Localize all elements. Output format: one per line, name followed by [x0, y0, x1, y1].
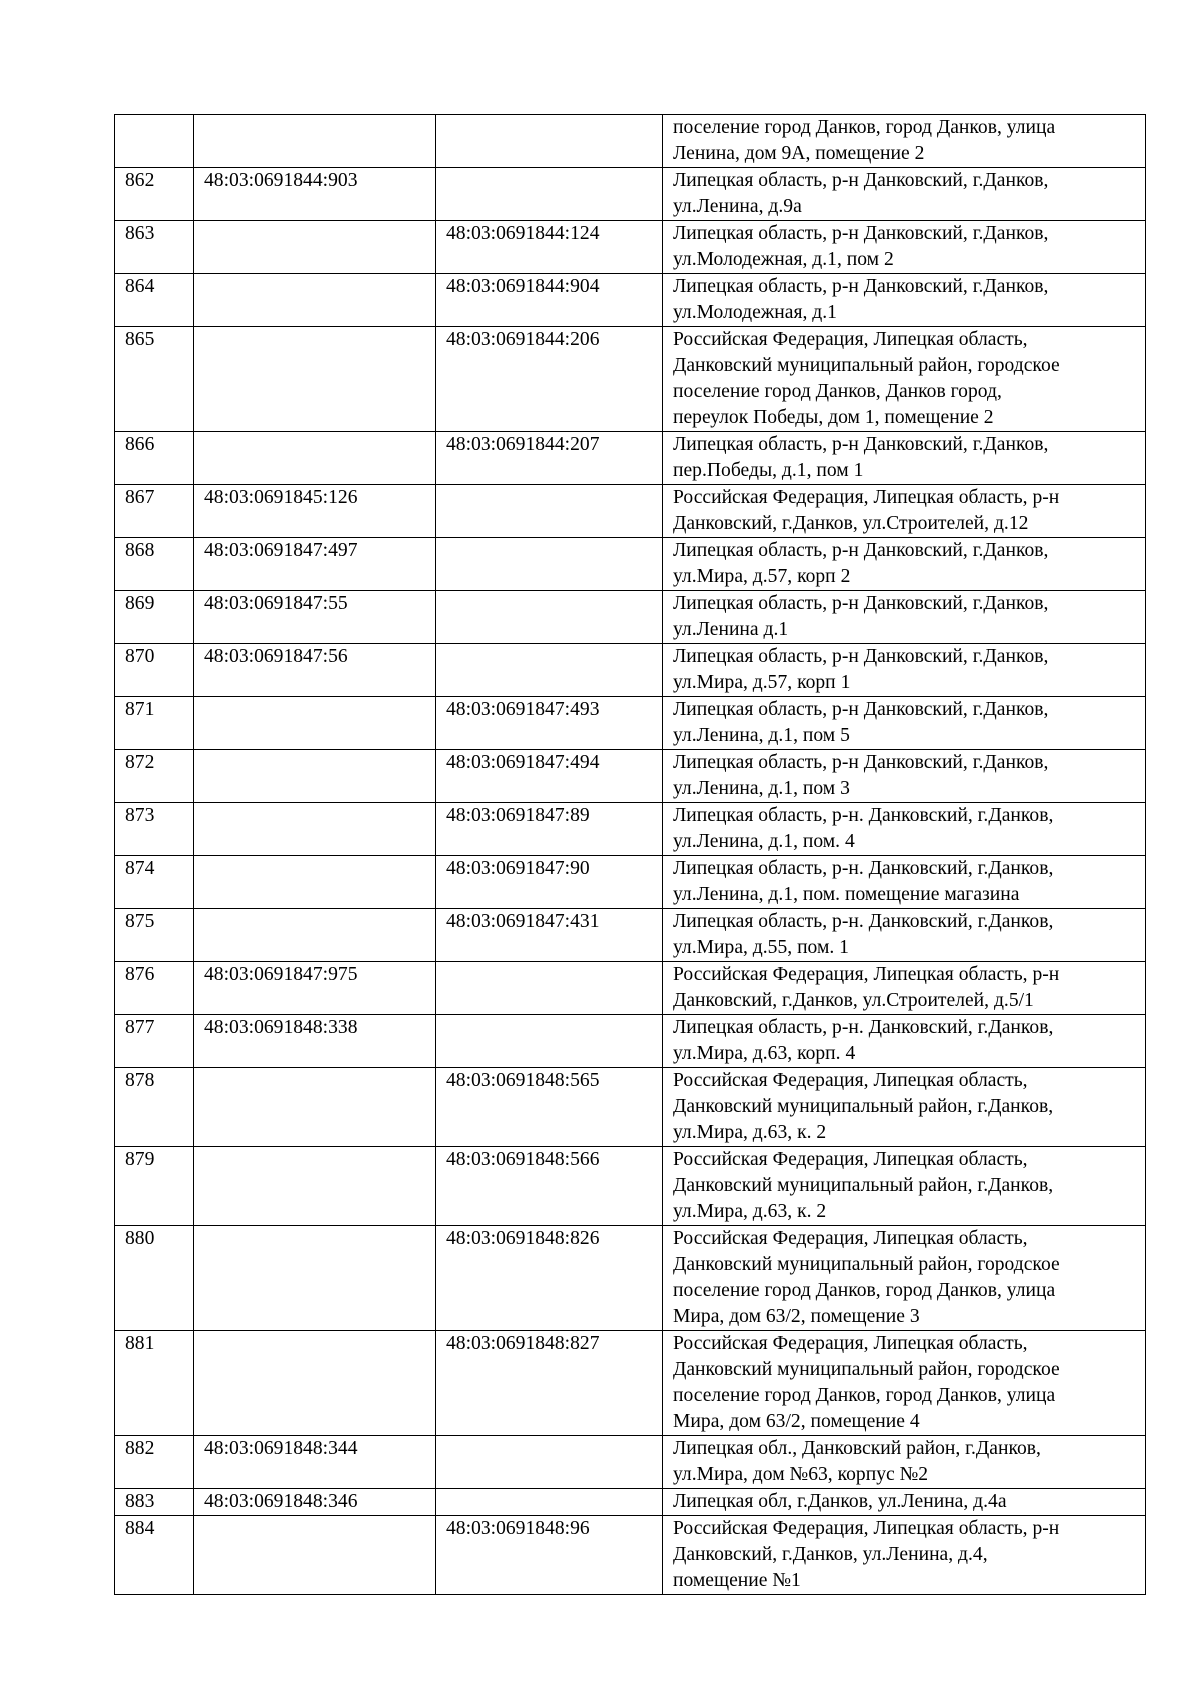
premises-cadastral-number-cell: 48:03:0691848:826 [436, 1226, 663, 1331]
table-row [115, 274, 1146, 327]
table-row [115, 115, 1146, 168]
row-number-cell: 862 [115, 168, 194, 221]
cadastral-number-cell: 48:03:0691847:497 [194, 538, 436, 591]
address-cell: поселение город Данков, город Данков, улица Ленина, дом 9А, помещение 2 [663, 115, 1146, 168]
table-row [115, 1226, 1146, 1331]
table-row [115, 750, 1146, 803]
cadastral-number-cell [194, 115, 436, 168]
premises-cadastral-number-cell: 48:03:0691844:207 [436, 432, 663, 485]
address-cell: Липецкая обл, г.Данков, ул.Ленина, д.4а [663, 1489, 1146, 1516]
table-row [115, 1436, 1146, 1489]
row-number-cell: 872 [115, 750, 194, 803]
table-row [115, 697, 1146, 750]
table-row [115, 591, 1146, 644]
address-cell: Липецкая область, р-н Данковский, г.Данков, ул.Ленина, д.1, пом 5 [663, 697, 1146, 750]
address-cell: Липецкая обл., Данковский район, г.Данков, ул.Мира, дом №63, корпус №2 [663, 1436, 1146, 1489]
table-row [115, 1068, 1146, 1147]
premises-cadastral-number-cell [436, 168, 663, 221]
premises-cadastral-number-cell [436, 591, 663, 644]
cadastral-number-cell: 48:03:0691848:346 [194, 1489, 436, 1516]
address-cell: Российская Федерация, Липецкая область, Данковский муниципальный район, городское поселение город Данков, город Данков, улица Мира, дом 63/2, помещение 4 [663, 1331, 1146, 1436]
cadastral-number-cell: 48:03:0691847:975 [194, 962, 436, 1015]
premises-cadastral-number-cell [436, 1489, 663, 1516]
cadastral-number-cell: 48:03:0691847:56 [194, 644, 436, 697]
address-cell: Липецкая область, р-н. Данковский, г.Данков, ул.Ленина, д.1, пом. 4 [663, 803, 1146, 856]
cadastral-number-cell [194, 1516, 436, 1595]
table-row [115, 1147, 1146, 1226]
address-cell: Липецкая область, р-н Данковский, г.Данков, ул.Молодежная, д.1 [663, 274, 1146, 327]
row-number-cell: 879 [115, 1147, 194, 1226]
row-number-cell: 873 [115, 803, 194, 856]
address-cell: Российская Федерация, Липецкая область, Данковский муниципальный район, г.Данков, ул.Мира, д.63, к. 2 [663, 1147, 1146, 1226]
cadastral-number-cell: 48:03:0691848:338 [194, 1015, 436, 1068]
premises-cadastral-number-cell: 48:03:0691848:96 [436, 1516, 663, 1595]
cadastral-number-cell: 48:03:0691848:344 [194, 1436, 436, 1489]
premises-cadastral-number-cell [436, 644, 663, 697]
address-cell: Липецкая область, р-н Данковский, г.Данков, пер.Победы, д.1, пом 1 [663, 432, 1146, 485]
premises-cadastral-number-cell: 48:03:0691848:827 [436, 1331, 663, 1436]
row-number-cell: 874 [115, 856, 194, 909]
premises-cadastral-number-cell [436, 1436, 663, 1489]
premises-cadastral-number-cell: 48:03:0691844:124 [436, 221, 663, 274]
row-number-cell: 863 [115, 221, 194, 274]
row-number-cell: 878 [115, 1068, 194, 1147]
table-row [115, 962, 1146, 1015]
row-number-cell: 864 [115, 274, 194, 327]
row-number-cell: 877 [115, 1015, 194, 1068]
premises-cadastral-number-cell [436, 485, 663, 538]
table-row [115, 644, 1146, 697]
row-number-cell: 882 [115, 1436, 194, 1489]
table-row [115, 1516, 1146, 1595]
cadastral-number-cell [194, 909, 436, 962]
address-cell: Липецкая область, р-н. Данковский, г.Данков, ул.Ленина, д.1, пом. помещение магазина [663, 856, 1146, 909]
cadastral-number-cell [194, 803, 436, 856]
row-number-cell: 868 [115, 538, 194, 591]
table-row [115, 1331, 1146, 1436]
table-row [115, 485, 1146, 538]
row-number-cell: 881 [115, 1331, 194, 1436]
row-number-cell: 876 [115, 962, 194, 1015]
premises-cadastral-number-cell [436, 538, 663, 591]
address-cell: Липецкая область, р-н Данковский, г.Данков, ул.Ленина, д.9а [663, 168, 1146, 221]
cadastral-number-cell [194, 750, 436, 803]
table-row [115, 909, 1146, 962]
address-cell: Российская Федерация, Липецкая область, р-н Данковский, г.Данков, ул.Ленина, д.4, помещение №1 [663, 1516, 1146, 1595]
row-number-cell: 884 [115, 1516, 194, 1595]
address-cell: Российская Федерация, Липецкая область, Данковский муниципальный район, городское поселение город Данков, город Данков, улица Мира, дом 63/2, помещение 3 [663, 1226, 1146, 1331]
address-cell: Российская Федерация, Липецкая область, Данковский муниципальный район, г.Данков, ул.Мира, д.63, к. 2 [663, 1068, 1146, 1147]
premises-cadastral-number-cell: 48:03:0691844:206 [436, 327, 663, 432]
premises-cadastral-number-cell: 48:03:0691848:565 [436, 1068, 663, 1147]
premises-cadastral-number-cell: 48:03:0691848:566 [436, 1147, 663, 1226]
cadastral-number-cell [194, 274, 436, 327]
cadastral-number-cell: 48:03:0691845:126 [194, 485, 436, 538]
row-number-cell: 865 [115, 327, 194, 432]
table-row [115, 856, 1146, 909]
premises-cadastral-number-cell [436, 1015, 663, 1068]
premises-cadastral-number-cell: 48:03:0691847:493 [436, 697, 663, 750]
premises-cadastral-number-cell: 48:03:0691847:431 [436, 909, 663, 962]
row-number-cell: 867 [115, 485, 194, 538]
table-row [115, 327, 1146, 432]
table-row [115, 1015, 1146, 1068]
cadastral-number-cell: 48:03:0691847:55 [194, 591, 436, 644]
cadastral-number-cell [194, 697, 436, 750]
cadastral-number-cell [194, 327, 436, 432]
property-table [114, 114, 1146, 1595]
table-body [115, 115, 1146, 1595]
address-cell: Российская Федерация, Липецкая область, р-н Данковский, г.Данков, ул.Строителей, д.5/1 [663, 962, 1146, 1015]
table-row [115, 1489, 1146, 1516]
cadastral-number-cell [194, 856, 436, 909]
premises-cadastral-number-cell: 48:03:0691847:89 [436, 803, 663, 856]
address-cell: Липецкая область, р-н. Данковский, г.Данков, ул.Мира, д.63, корп. 4 [663, 1015, 1146, 1068]
row-number-cell: 880 [115, 1226, 194, 1331]
cadastral-number-cell [194, 221, 436, 274]
cadastral-number-cell [194, 1226, 436, 1331]
address-cell: Липецкая область, р-н Данковский, г.Данков, ул.Мира, д.57, корп 2 [663, 538, 1146, 591]
row-number-cell: 870 [115, 644, 194, 697]
cadastral-number-cell: 48:03:0691844:903 [194, 168, 436, 221]
address-cell: Российская Федерация, Липецкая область, Данковский муниципальный район, городское поселение город Данков, Данков город, переулок Победы, дом 1, помещение 2 [663, 327, 1146, 432]
premises-cadastral-number-cell: 48:03:0691847:494 [436, 750, 663, 803]
address-cell: Липецкая область, р-н Данковский, г.Данков, ул.Ленина, д.1, пом 3 [663, 750, 1146, 803]
table-row [115, 803, 1146, 856]
row-number-cell [115, 115, 194, 168]
table-row [115, 168, 1146, 221]
premises-cadastral-number-cell [436, 115, 663, 168]
table-row [115, 538, 1146, 591]
cadastral-number-cell [194, 1331, 436, 1436]
address-cell: Липецкая область, р-н Данковский, г.Данков, ул.Молодежная, д.1, пом 2 [663, 221, 1146, 274]
table-row [115, 221, 1146, 274]
address-cell: Липецкая область, р-н. Данковский, г.Данков, ул.Мира, д.55, пом. 1 [663, 909, 1146, 962]
address-cell: Российская Федерация, Липецкая область, р-н Данковский, г.Данков, ул.Строителей, д.12 [663, 485, 1146, 538]
cadastral-number-cell [194, 1147, 436, 1226]
premises-cadastral-number-cell: 48:03:0691847:90 [436, 856, 663, 909]
table-row [115, 432, 1146, 485]
row-number-cell: 869 [115, 591, 194, 644]
row-number-cell: 883 [115, 1489, 194, 1516]
row-number-cell: 875 [115, 909, 194, 962]
row-number-cell: 871 [115, 697, 194, 750]
premises-cadastral-number-cell [436, 962, 663, 1015]
cadastral-number-cell [194, 432, 436, 485]
address-cell: Липецкая область, р-н Данковский, г.Данков, ул.Ленина д.1 [663, 591, 1146, 644]
cadastral-number-cell [194, 1068, 436, 1147]
address-cell: Липецкая область, р-н Данковский, г.Данков, ул.Мира, д.57, корп 1 [663, 644, 1146, 697]
premises-cadastral-number-cell: 48:03:0691844:904 [436, 274, 663, 327]
row-number-cell: 866 [115, 432, 194, 485]
